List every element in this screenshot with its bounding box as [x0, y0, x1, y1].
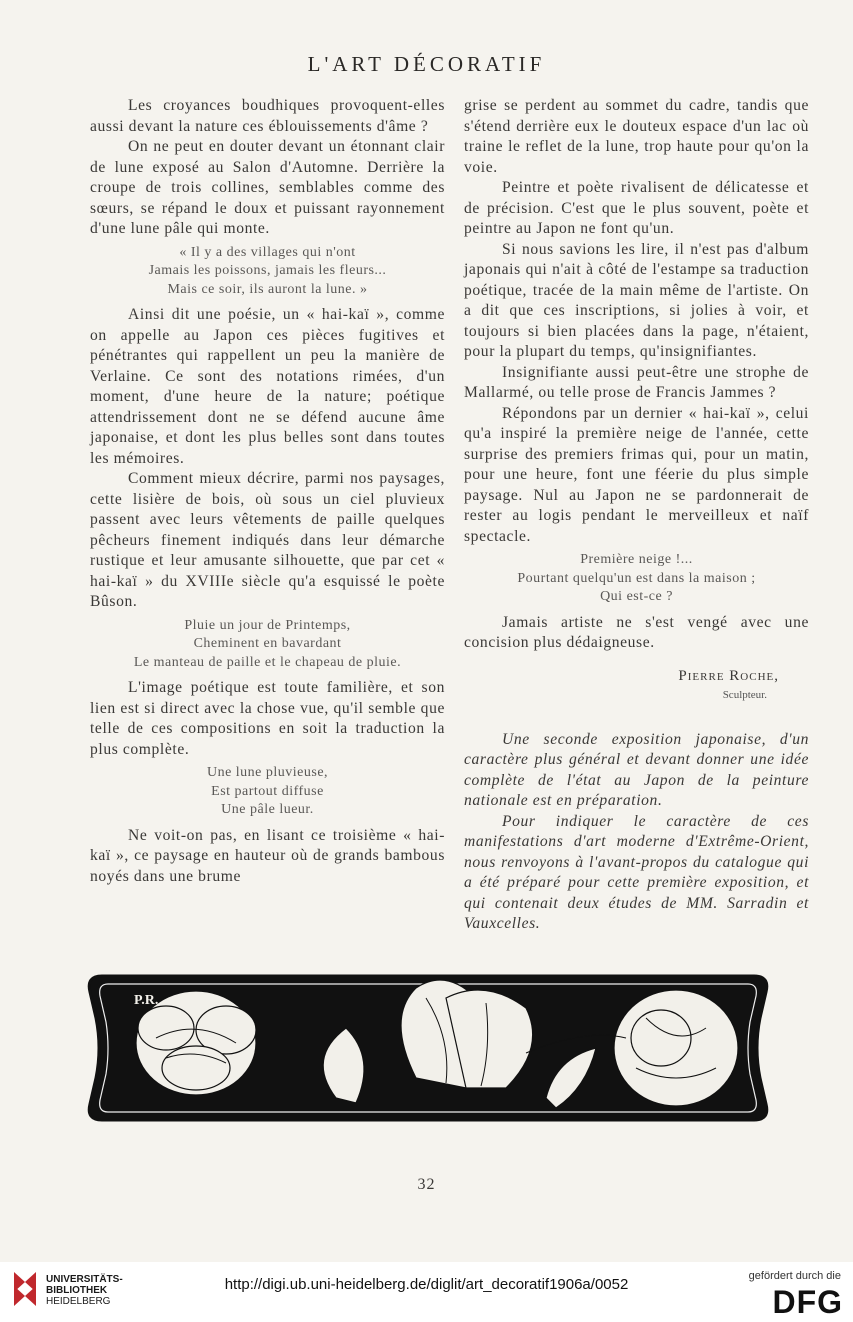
- verse-line: Qui est-ce ?: [600, 589, 673, 604]
- floral-ornament: [86, 958, 770, 1138]
- verse-line: Le manteau de paille et le chapeau de pluie.: [133, 654, 402, 670]
- paragraph: Une seconde exposition japonaise, d'un caractère plus général et devant donner une idée complète de l'état au Japon de la peinture nationale est en préparation.: [464, 730, 809, 809]
- paragraph: Répondons par un dernier « hai-kaï », celui qu'a inspiré la première neige de l'année, cette surprise des premiers frimas qui, pour un matin, pour une heure, font une féerie du plus simple paysage. Nul au Japon ne se pardonnerait de rester au logis pendant le merveilleux et naïf spectacle.: [464, 404, 809, 545]
- paragraph: grise se perdent au sommet du cadre, tandis que s'étend derrière eux le douteux espace d'un lac où traine le reflet de la lune, trop haute pour qu'on la voie.: [464, 97, 809, 176]
- paragraph: On ne peut en douter devant un étonnant clair de lune exposé au Salon d'Automne. Derrière la croupe de trois collines, semblables comme des sœurs, se répand le doux et puissant rayonnement d'une lune pâle qui monte.: [90, 138, 445, 237]
- paragraph: Les croyances boudhiques provoquent-elles aussi devant la nature ces éblouissements d'âme ?: [90, 97, 445, 135]
- verse-line: Pourtant quelqu'un est dans la maison ;: [517, 570, 756, 586]
- verse-line: Première neige !...: [580, 552, 693, 567]
- paragraph: Jamais artiste ne s'est vengé avec une concision plus dédaigneuse.: [464, 613, 809, 651]
- source-url-link[interactable]: http://digi.ub.uni-heidelberg.de/diglit/art_decoratif1906a/0052: [224, 1276, 629, 1293]
- verse-line: Mais ce soir, ils auront la lune. »: [167, 281, 368, 297]
- page-number: 32: [417, 1176, 436, 1193]
- poem-verse: [90, 244, 445, 300]
- library-name-line: HEIDELBERG: [46, 1296, 111, 1307]
- library-name-line: UNIVERSITÄTS-: [46, 1274, 123, 1285]
- verse-line: Jamais les poissons, jamais les fleurs...: [148, 263, 387, 278]
- verse-line: « Il y a des villages qui n'ont: [179, 244, 356, 260]
- poem-verse: [464, 551, 809, 607]
- paragraph: Insignifiante aussi peut-être une strophe de Mallarmé, ou telle prose de Francis Jammes ?: [464, 363, 809, 401]
- verse-line: Une pâle lueur.: [221, 802, 314, 817]
- footer-bar: [0, 1262, 853, 1322]
- left-column: [90, 96, 445, 887]
- author-signature: Pierre Roche,: [678, 667, 779, 684]
- poem-verse: [90, 764, 445, 820]
- paragraph: Ne voit-on pas, en lisant ce troisième « hai-kaï », ce paysage en hauteur où de grands bambous noyés dans une brume: [90, 826, 445, 885]
- verse-line: Pluie un jour de Printemps,: [184, 617, 351, 633]
- paragraph: Si nous savions les lire, il n'est pas d'album japonais qui n'ait à côté de l'estampe sa traduction poétique, tracée de la main même de l'artiste. On a dit que ces inscriptions, si jolies à voir, et toujours si bien placées dans la page, n'étaient, pour la plupart du temps, qu'insignifiantes.: [464, 240, 809, 360]
- artist-monogram: P.R.: [134, 993, 159, 1008]
- dfg-logo: DFG: [772, 1284, 843, 1320]
- right-column: [464, 96, 809, 935]
- paragraph: Comment mieux décrire, parmi nos paysages, cette lisière de bois, où sous un ciel pluvieux passent avec leurs vêtements de paille quelques pêcheurs finement indiqués dans leur démarche rustique et leur amusante silhouette, que par cet « hai-kaï » du XVIIIe siècle qu'a esquissé le poète Bûson.: [90, 470, 445, 610]
- verse-line: Une lune pluvieuse,: [206, 765, 329, 780]
- verse-line: Cheminent en bavardant: [193, 636, 342, 651]
- funder-label: gefördert durch die: [748, 1270, 841, 1282]
- editorial-note: [464, 730, 809, 935]
- paragraph: L'image poétique est toute familière, et son lien est si direct avec la chose vue, qu'il semble que telle de ces compositions en soit la traduction la plus complète.: [90, 679, 445, 758]
- paragraph: Pour indiquer le caractère de ces manifestations d'art moderne d'Extrême-Orient, nous renvoyons à l'avant-propos du catalogue qui a été préparé pour cette première exposition, et qui contenait deux études de MM. Sarradin et Vauxcelles.: [464, 812, 809, 932]
- author-title: Sculpteur.: [722, 688, 767, 701]
- paragraph: Ainsi dit une poésie, un « hai-kaï », comme on appelle au Japon ces pièces fugitives et pénétrantes qui rappellent un peu la manière de Verlaine. Ce sont des notations rimées, d'un moment, d'une heure de la nature; poétique attendrissement dont ne se défend aucune âme japonaise, et dont les plus belles sont dans toutes les mémoires.: [90, 306, 445, 467]
- library-name-line: BIBLIOTHEK: [46, 1285, 108, 1296]
- paragraph: Peintre et poète rivalisent de délicatesse et de précision. C'est que le plus souvent, poète et peintre au Japon ne font qu'un.: [464, 179, 809, 237]
- poem-verse: [90, 617, 445, 673]
- page-title: L'ART DÉCORATIF: [307, 52, 546, 76]
- verse-line: Est partout diffuse: [211, 783, 324, 799]
